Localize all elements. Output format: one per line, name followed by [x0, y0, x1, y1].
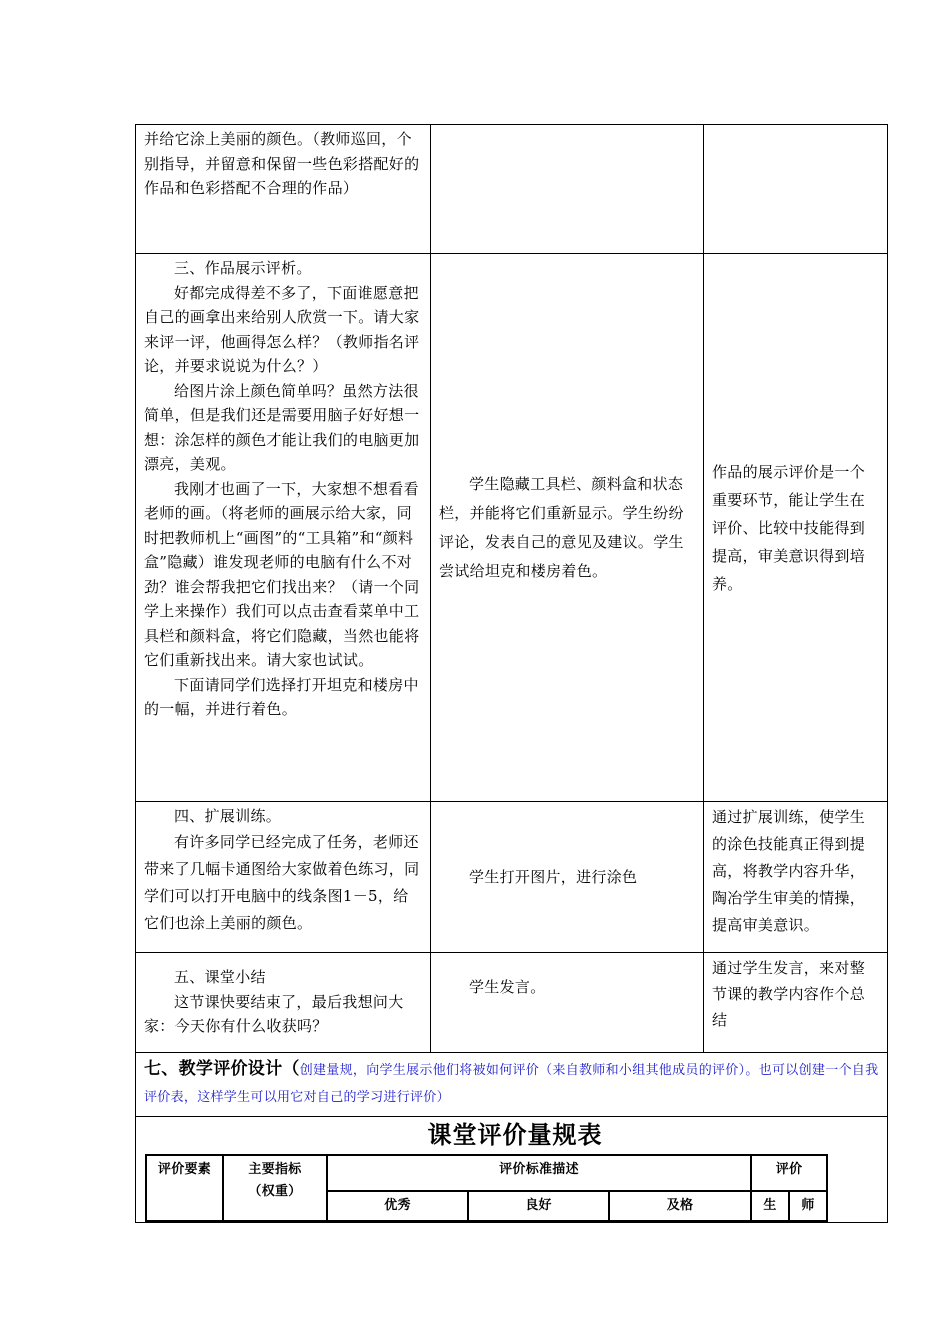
- rubric-col-indicator: [223, 1155, 327, 1221]
- rubric-level-excellent: 优秀: [327, 1191, 468, 1221]
- lesson-plan-table: [135, 124, 888, 1223]
- paragraph: 作品的展示评价是一个重要环节，能让学生在评价、比较中技能得到提高，审美意识得到培养。: [712, 462, 866, 593]
- paragraph: 好都完成得差不多了，下面谁愿意把自己的画拿出来给别人欣赏一下。请大家来评一评，他画得怎么样？（教师指名评论，并要求说说为什么？）: [144, 283, 420, 375]
- table-row: [136, 802, 888, 953]
- rubric-col-indicator-line1: 主要指标: [248, 1161, 302, 1177]
- table-row: [136, 1117, 888, 1223]
- design-intent-cell: [704, 953, 888, 1053]
- section-heading: 五、课堂小结: [174, 968, 266, 986]
- student-activity-cell: [431, 953, 704, 1053]
- rubric-header-row: [146, 1155, 827, 1191]
- rubric-by-teacher: 师: [789, 1191, 827, 1221]
- rubric-level-pass: 及格: [609, 1191, 751, 1221]
- evaluation-design-note: 创建量规，向学生展示他们将被如何评价（来自教师和小组其他成员的评价）。也可以创建一个自我评价表，这样学生可以用它对自己的学习进行评价）: [144, 1063, 879, 1105]
- paragraph: 学生打开图片，进行涂色: [469, 867, 638, 886]
- paragraph: 学生隐藏工具栏、颜料盒和状态栏，并能将它们重新显示。学生纷纷评论，发表自己的意见及建议。学生尝试给坦克和楼房着色。: [439, 474, 684, 580]
- student-activity-cell: [431, 802, 704, 953]
- teacher-activity-cell: [136, 953, 431, 1053]
- evaluation-design-cell: [136, 1053, 888, 1117]
- rubric-col-evaluation: 评价: [751, 1155, 827, 1191]
- rubric-col-element: 评价要素: [146, 1155, 223, 1221]
- paragraph: 有许多同学已经完成了任务，老师还带来了几幅卡通图给大家做着色练习，同学们可以打开电脑中的线条图1－5，给它们也涂上美丽的颜色。: [144, 832, 420, 932]
- table-row: [136, 1053, 888, 1117]
- design-intent-cell: [704, 802, 888, 953]
- design-intent-cell: [704, 254, 888, 802]
- table-row: [136, 953, 888, 1053]
- rubric-by-student: 生: [751, 1191, 789, 1221]
- rubric-level-good: 良好: [468, 1191, 609, 1221]
- section-heading: 四、扩展训练。: [174, 807, 282, 825]
- paragraph: 并给它涂上美丽的颜色。（教师巡回，个别指导，并留意和保留一些色彩搭配好的作品和色彩搭配不合理的作品）: [144, 130, 420, 197]
- section-heading: 三、作品展示评析。: [174, 259, 312, 277]
- teacher-activity-cell: [136, 254, 431, 802]
- evaluation-design-title: 七、教学评价设计（: [144, 1059, 300, 1079]
- paragraph: 学生发言。: [469, 978, 546, 996]
- design-intent-cell: [704, 125, 888, 254]
- paragraph: 给图片涂上颜色简单吗？虽然方法很简单，但是我们还是需要用脑子好好想一想：涂怎样的颜色才能让我们的电脑更加漂亮，美观。: [144, 381, 420, 473]
- paragraph: 通过扩展训练，使学生的涂色技能真正得到提高，将教学内容升华，陶冶学生审美的情操，提高审美意识。: [712, 808, 866, 934]
- teacher-activity-cell: [136, 125, 431, 254]
- student-activity-cell: [431, 254, 704, 802]
- rubric-table: [145, 1154, 828, 1222]
- student-activity-cell: [431, 125, 704, 254]
- paragraph: 通过学生发言，来对整节课的教学内容作个总结: [712, 959, 866, 1029]
- rubric-heading: 课堂评价量规表: [427, 1121, 603, 1149]
- rubric-col-criteria: 评价标准描述: [327, 1155, 751, 1191]
- rubric-col-indicator-line2: （权重）: [248, 1183, 302, 1199]
- rubric-cell: [136, 1117, 888, 1223]
- table-row: [136, 125, 888, 254]
- paragraph: 我刚才也画了一下，大家想不想看看老师的画。（将老师的画展示给大家，同时把教师机上“画图”的“工具箱”和“颜料盒”隐藏）谁发现老师的电脑有什么不对劲？谁会帮我把它们找出来？（请一个同学上来操作）我们可以点击查看菜单中工具栏和颜料盒，将它们隐藏，当然也能将它们重新找出来。请大家也试试。: [144, 479, 420, 669]
- table-row: [136, 254, 888, 802]
- teacher-activity-cell: [136, 802, 431, 953]
- paragraph: 这节课快要结束了，最后我想问大家：今天你有什么收获吗？: [144, 992, 404, 1035]
- paragraph: 下面请同学们选择打开坦克和楼房中的一幅，并进行着色。: [144, 675, 419, 718]
